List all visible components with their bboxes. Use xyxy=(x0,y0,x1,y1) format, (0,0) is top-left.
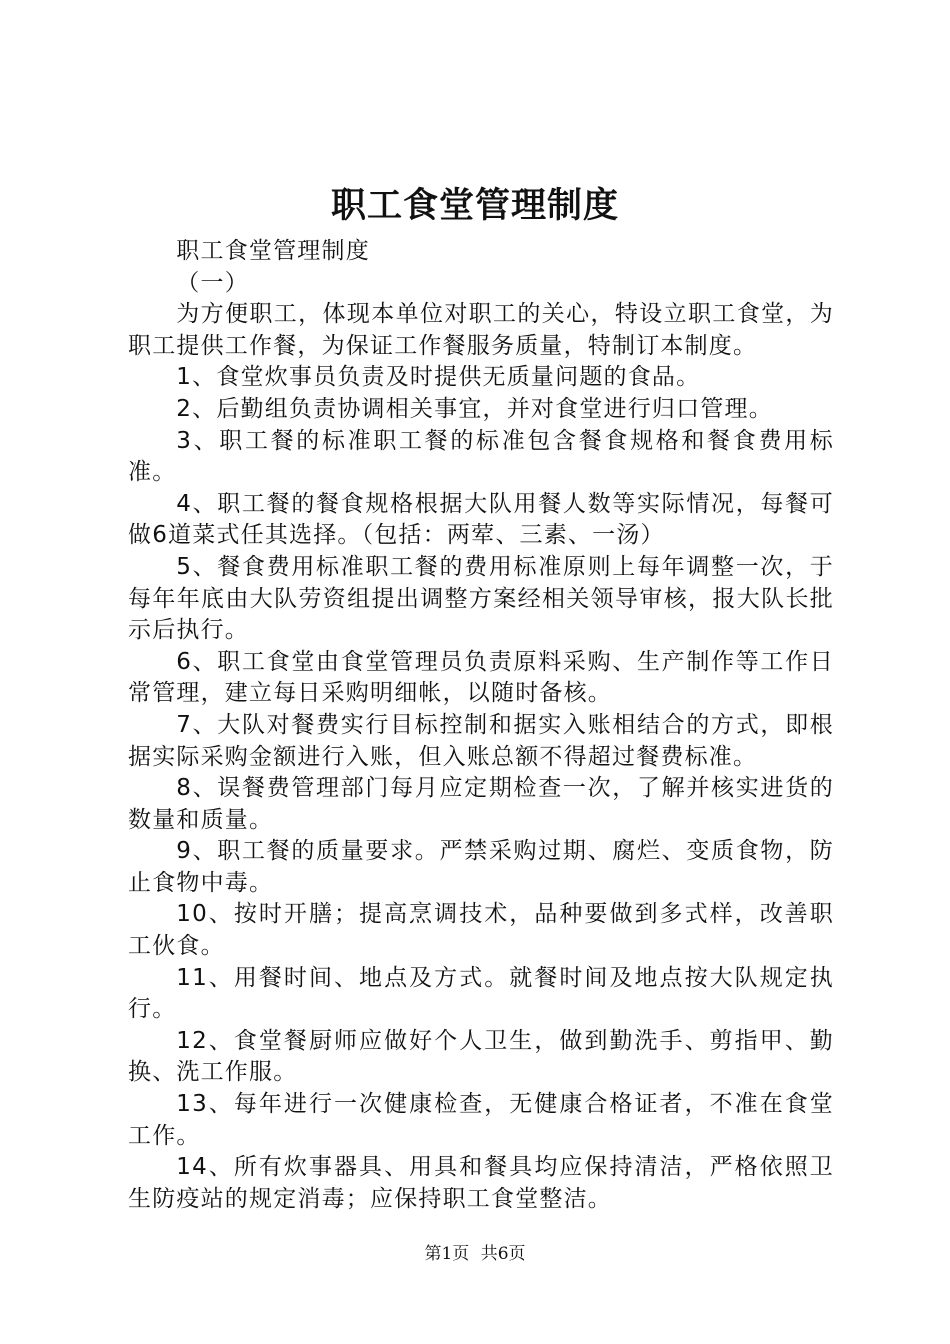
body-paragraph-rule-8: 8、误餐费管理部门每月应定期检查一次，了解并核实进货的数量和质量。 xyxy=(128,775,834,833)
body-paragraph-rule-5: 5、餐食费用标准职工餐的费用标准原则上每年调整一次，于每年年底由大队劳资组提出调整方案经相关领导审核，报大队长批示后执行。 xyxy=(128,553,834,644)
body-paragraph-rule-10: 10、按时开膳；提高烹调技术，品种要做到多式样，改善职工伙食。 xyxy=(128,901,834,960)
body-paragraph-rule-14: 14、所有炊事器具、用具和餐具均应保持清洁，严格依照卫生防疫站的规定消毒；应保持职工食堂整洁。 xyxy=(128,1154,834,1212)
body-paragraph-rule-11: 11、用餐时间、地点及方式。就餐时间及地点按大队规定执行。 xyxy=(128,964,834,1023)
body-paragraph-rule-13: 13、每年进行一次健康检查，无健康合格证者，不准在食堂工作。 xyxy=(128,1091,834,1149)
body-paragraph-rule-9: 9、职工餐的质量要求。严禁采购过期、腐烂、变质食物，防止食物中毒。 xyxy=(128,838,834,896)
body-paragraph-section-marker: （一） xyxy=(176,269,249,296)
body-paragraph-rule-2: 2、后勤组负责协调相关事宜，并对食堂进行归口管理。 xyxy=(176,395,773,422)
body-paragraph-rule-7: 7、大队对餐费实行目标控制和据实入账相结合的方式，即根据实际采购金额进行入账，但入账总额不得超过餐费标准。 xyxy=(128,711,834,770)
body-paragraph-rule-3: 3、职工餐的标准职工餐的标准包含餐食规格和餐食费用标准。 xyxy=(128,427,834,486)
body-paragraph-subtitle: 职工食堂管理制度 xyxy=(176,238,370,264)
body-paragraph-intro: 为方便职工，体现本单位对职工的关心，特设立职工食堂，为职工提供工作餐，为保证工作餐服务质量，特制订本制度。 xyxy=(128,301,834,359)
document-title: 职工食堂管理制度 xyxy=(330,185,619,226)
body-paragraph-rule-12: 12、食堂餐厨师应做好个人卫生，做到勤洗手、剪指甲、勤换、洗工作服。 xyxy=(128,1027,834,1086)
body-paragraph-rule-4: 4、职工餐的餐食规格根据大队用餐人数等实际情况，每餐可做6道菜式任其选择。（包括：两荤、三素、一汤） xyxy=(128,490,834,549)
page-number-footer: 第1页 共6页 xyxy=(424,1244,526,1264)
body-paragraph-rule-1: 1、食堂炊事员负责及时提供无质量问题的食品。 xyxy=(176,364,701,391)
body-paragraph-rule-6: 6、职工食堂由食堂管理员负责原料采购、生产制作等工作日常管理，建立每日采购明细帐，以随时备核。 xyxy=(128,648,834,707)
document-body xyxy=(128,236,834,1215)
